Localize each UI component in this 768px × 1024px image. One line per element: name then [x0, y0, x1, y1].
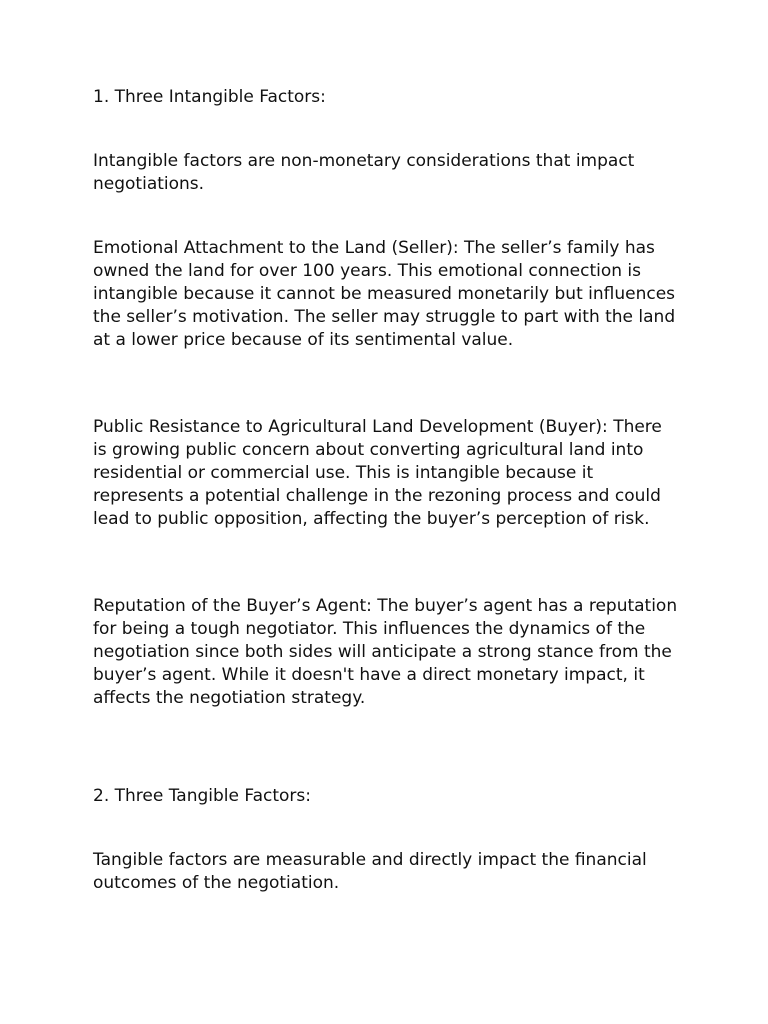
section-heading-tangible-factors: 2. Three Tangible Factors:	[93, 786, 311, 806]
intangible-factors-intro: Intangible factors are non-monetary considerations that impact negotiations.	[93, 151, 635, 194]
emotional-attachment-paragraph: Emotional Attachment to the Land (Seller): The seller’s family has owned the land for over 100 years. This emotional connection is intangible because it cannot be measured monetarily but influences the seller’s motivation. The seller may struggle to part with the land at a lower price because of its sentimental value.	[93, 238, 676, 350]
tangible-factors-intro: Tangible factors are measurable and directly impact the financial outcomes of the negotiation.	[93, 850, 647, 893]
public-resistance-paragraph: Public Resistance to Agricultural Land Development (Buyer): There is growing public concern about converting agricultural land into residential or commercial use. This is intangible because it represents a potential challenge in the rezoning process and could lead to public opposition, affecting the buyer’s perception of risk.	[93, 417, 662, 529]
section-heading-intangible-factors: 1. Three Intangible Factors:	[93, 87, 326, 107]
buyer-agent-reputation-paragraph: Reputation of the Buyer’s Agent: The buyer’s agent has a reputation for being a tough negotiator. This influences the dynamics of the negotiation since both sides will anticipate a strong stance from the buyer’s agent. While it doesn't have a direct monetary impact, it affects the negotiation strategy.	[93, 596, 678, 708]
